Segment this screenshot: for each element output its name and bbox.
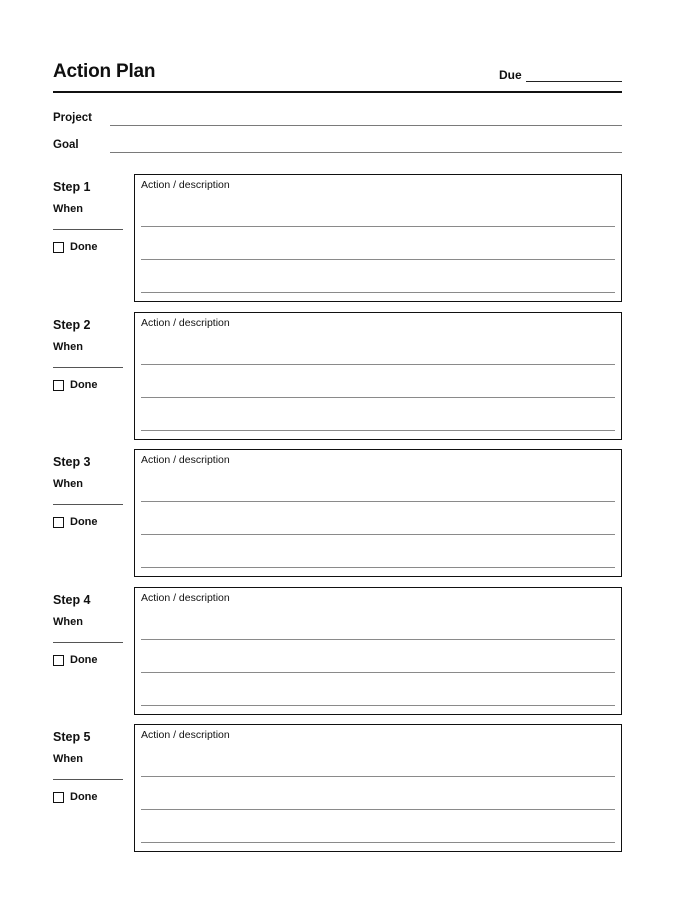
done-label: Done bbox=[70, 654, 98, 666]
done-checkbox[interactable] bbox=[53, 655, 64, 666]
action-line[interactable] bbox=[141, 672, 615, 673]
step-done-row bbox=[53, 379, 98, 391]
done-label: Done bbox=[70, 516, 98, 528]
action-line[interactable] bbox=[141, 809, 615, 810]
step-when-label: When bbox=[53, 341, 83, 353]
header-divider bbox=[53, 91, 622, 93]
done-checkbox[interactable] bbox=[53, 792, 64, 803]
due-date-field[interactable] bbox=[526, 81, 622, 82]
step-title: Step 3 bbox=[53, 455, 91, 469]
action-line[interactable] bbox=[141, 397, 615, 398]
step-title: Step 1 bbox=[53, 180, 91, 194]
done-label: Done bbox=[70, 241, 98, 253]
action-description-label: Action / description bbox=[141, 454, 230, 466]
action-line[interactable] bbox=[141, 292, 615, 293]
action-line[interactable] bbox=[141, 430, 615, 431]
done-checkbox[interactable] bbox=[53, 380, 64, 391]
step-when-label: When bbox=[53, 478, 83, 490]
step-done-row bbox=[53, 654, 98, 666]
step-action-box bbox=[134, 312, 622, 440]
done-checkbox[interactable] bbox=[53, 517, 64, 528]
step-when-field[interactable] bbox=[53, 367, 123, 368]
project-field[interactable] bbox=[110, 125, 622, 126]
action-line[interactable] bbox=[141, 534, 615, 535]
step-when-field[interactable] bbox=[53, 229, 123, 230]
action-line[interactable] bbox=[141, 776, 615, 777]
step-when-label: When bbox=[53, 753, 83, 765]
step-when-field[interactable] bbox=[53, 642, 123, 643]
step-action-box bbox=[134, 174, 622, 302]
action-description-label: Action / description bbox=[141, 729, 230, 741]
action-description-label: Action / description bbox=[141, 179, 230, 191]
done-label: Done bbox=[70, 379, 98, 391]
step-action-box bbox=[134, 724, 622, 852]
step-title: Step 5 bbox=[53, 730, 91, 744]
action-description-label: Action / description bbox=[141, 317, 230, 329]
step-action-box bbox=[134, 587, 622, 715]
done-label: Done bbox=[70, 791, 98, 803]
action-line[interactable] bbox=[141, 259, 615, 260]
due-label: Due bbox=[499, 68, 522, 82]
action-line[interactable] bbox=[141, 842, 615, 843]
step-when-label: When bbox=[53, 616, 83, 628]
goal-label: Goal bbox=[53, 139, 79, 151]
step-done-row bbox=[53, 791, 98, 803]
action-line[interactable] bbox=[141, 501, 615, 502]
step-action-box bbox=[134, 449, 622, 577]
step-when-label: When bbox=[53, 203, 83, 215]
goal-field[interactable] bbox=[110, 152, 622, 153]
action-line[interactable] bbox=[141, 639, 615, 640]
action-description-label: Action / description bbox=[141, 592, 230, 604]
step-done-row bbox=[53, 516, 98, 528]
step-when-field[interactable] bbox=[53, 779, 123, 780]
step-title: Step 4 bbox=[53, 593, 91, 607]
step-done-row bbox=[53, 241, 98, 253]
action-line[interactable] bbox=[141, 364, 615, 365]
page-title: Action Plan bbox=[53, 61, 156, 82]
done-checkbox[interactable] bbox=[53, 242, 64, 253]
action-line[interactable] bbox=[141, 567, 615, 568]
project-label: Project bbox=[53, 112, 92, 124]
action-line[interactable] bbox=[141, 705, 615, 706]
step-title: Step 2 bbox=[53, 318, 91, 332]
step-when-field[interactable] bbox=[53, 504, 123, 505]
action-line[interactable] bbox=[141, 226, 615, 227]
